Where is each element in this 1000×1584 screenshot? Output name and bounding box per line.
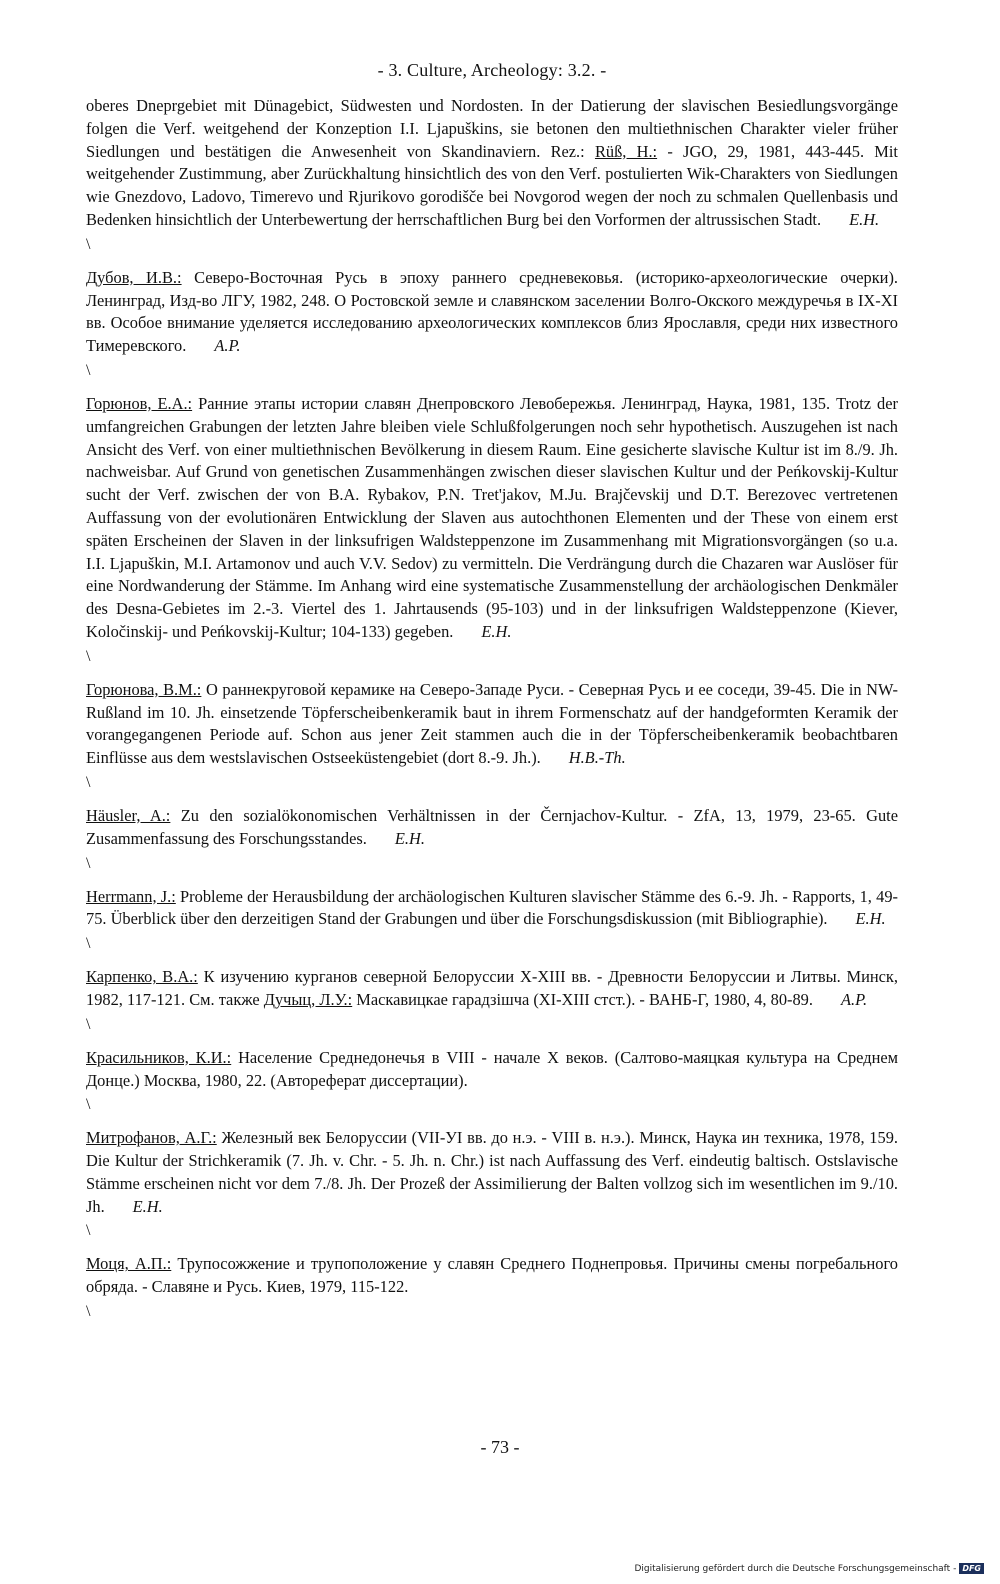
entry-separator: \ [86, 935, 91, 953]
bibliography-entry [86, 267, 898, 358]
bibliography-entries [86, 95, 898, 1322]
entry-separator: \ [86, 1222, 91, 1240]
bibliography-entry [86, 966, 898, 1012]
entry-text-continued: Маскавицкае гарадзішча (XI-XIII стст.). - ВАНБ-Г, 1980, 4, 80-89. [352, 989, 813, 1009]
bibliography-entry [86, 805, 898, 851]
footer-text: Digitalisierung gefördert durch die Deutsche Forschungsgemeinschaft - [634, 1563, 957, 1574]
bibliography-entry [86, 95, 898, 232]
entry-separator: \ [86, 647, 91, 665]
entry-separator: \ [86, 235, 91, 253]
bibliography-entry [86, 393, 898, 644]
entry-author: Häusler, A.: [86, 805, 171, 825]
bibliography-entry [86, 1127, 898, 1218]
entry-separator: \ [86, 1096, 91, 1114]
entry-text: Zu den sozialökonomischen Verhältnissen in der Černjachov-Kultur. - ZfA, 13, 1979, 23-65. Gute Zusammenfassung des Forschungsstandes. [86, 805, 898, 848]
entry-reference-author: Rüß, H.: [594, 141, 658, 161]
bibliography-entry [86, 1253, 898, 1299]
reviewer-initials: E.H. [481, 621, 512, 641]
entry-author: Горюнова, В.М.: [86, 679, 202, 699]
entry-author: Красильников, К.И.: [86, 1047, 232, 1067]
entry-separator: \ [86, 1015, 91, 1033]
page-number: - 73 - [480, 1437, 520, 1457]
bibliography-entry [86, 1047, 898, 1093]
entry-text: oberes Dneprgebiet mit Dünagebict, Südwesten und Nordosten. In der Datierung der slavischen Besiedlungsvorgänge folgen die Verf. weitgehend der Konzeption I.I. Ljapuškins, sie betonen den multiethnischen Charakter vieler früher Siedlungen und bestätigen die Anwesenheit von Skandinaviern. Rez.: [86, 96, 898, 161]
entry-text-continued: - JGO, 29, 1981, 443-445. Mit weitgehender Zustimmung, aber Zurückhaltung hinsichtlich des von den Verf. postulierten Wik-Charakters von Siedlungen wie Gnezdovo, Ladovo, Timerevo und Rjurikovo gorodišče bei Novgorod wegen der noch zu schmalen Quellenbasis und Bedenken hinsichtlich der Unterbewertung der herrschaftlichen Burg bei den Vorformen der altrussischen Stadt. [86, 141, 898, 229]
entry-text: Ранние этапы истории славян Днепровского Левобережья. Ленинград, Наука, 1981, 135. Trotz der umfangreichen Grabungen der letzten Jahre bleiben viele Schlußfolgerungen noch sehr hypothetisch. Auszugehen ist nach Ansicht des Verf. von einer multiethnischen Bevölkerung in diesem Raum. Eine gesicherte slavische Kultur ist im 8./9. Jh. nachweisbar. Auf Grund von genetischen Zusammenhängen zwischen dieser slavischen Kultur und der Peńkovskij-Kultur sucht der Verf. zwischen der von B.A. Rybakov, P.N. Tret'jakov, M.Ju. Brajčevskij und D.T. Berezovec vertretenen Auffassung von der evolutionären Entwicklung der Slaven aus autochthonen Elementen und der These von einem erst späten Erscheinen der Slaven in der linksufrigen Waldsteppenzone im Zusammenhang mit Migrationsvorgängen (so u.a. I.I. Ljapuškin, M.I. Artamonov und auch V.V. Sedov) zu vermitteln. Die Verdrängung durch die Chazaren war Auslöser für eine Nordwanderung der Stämme. Im Anhang wird eine systematische Zusammenstellung der archäologischen Denkmäler des Desna-Gebietes im 2.-3. Viertel des 1. Jahrtausends (95-103) und in der linksufrigen Waldsteppenzone (Kiever, Koločinskij- und Peńkovskij-Kultur; 104-133) gegeben. [86, 393, 898, 641]
digitization-footer [634, 1563, 984, 1574]
reviewer-initials: A.P. [840, 989, 868, 1009]
running-header: - 3. Culture, Archeology: 3.2. - [377, 60, 607, 80]
reviewer-initials: E.H. [849, 209, 880, 229]
entry-text: Железный век Белоруссии (VII-УI вв. до н.э. - VIII в. н.э.). Минск, Наука ин техника, 1978, 159. Die Kultur der Strichkeramik (7. Jh. v. Chr. - 5. Jh. n. Chr.) ist nach Auffassung des Verf. eindeutig baltisch. Ostslavische Stämme erscheinen nicht vor dem 7./8. Jh. Der Prozeß der Assimilierung der Balten vollzog sich im wesentlichen im 9./10. Jh. [86, 1128, 898, 1216]
reviewer-initials: E.H. [394, 828, 425, 848]
entry-author: Дубов, И.В.: [86, 267, 182, 287]
entry-author: Митрофанов, А.Г.: [86, 1128, 217, 1148]
reviewer-initials: A.P. [214, 336, 241, 356]
bibliography-entry [86, 886, 898, 932]
entry-reference-author: Дучыц, Л.У.: [263, 989, 353, 1009]
entry-author: Моця, А.П.: [86, 1254, 172, 1274]
entry-author: Herrmann, J.: [86, 886, 176, 906]
entry-text: О раннекруговой керамике на Северо-Западе Руси. - Северная Русь и ее соседи, 39-45. Die in NW-Rußland im 10. Jh. einsetzende Töpferscheibenkeramik baut in ihrem Formenschatz auf der handgeformten Keramik der vorangegangenen Periode auf. Schon aus jener Zeit stammen auch die in der Töpferscheibenkeramik beobachtbaren Einflüsse aus dem westslavischen Ostseeküstengebiet (dort 8.-9. Jh.). [86, 679, 898, 768]
entry-text: Северо-Восточная Русь в эпоху раннего средневековья. (историко-археологические очерки). Ленинград, Изд-во ЛГУ, 1982, 248. О Ростовской земле и славянском заселении Волго-Окского междуречья в IX-XI вв. Особое внимание уделяется исследованию археологических комплексов близ Ярославля, среди них известного Тимеревского. [86, 267, 898, 356]
reviewer-initials: E.H. [132, 1196, 163, 1216]
bibliography-entry [86, 679, 898, 770]
entry-text: К изучению курганов северной Белоруссии X-XIII вв. - Древности Белоруссии и Литвы. Минск, 1982, 117-121. См. также [86, 967, 898, 1009]
entry-text: Трупосожжение и трупоположение у славян Среднего Поднепровья. Причины смены погребального обряда. - Славяне и Русь. Киев, 1979, 115-122. [86, 1254, 898, 1297]
entry-author: Карпенко, В.А.: [86, 967, 198, 987]
page-content [86, 60, 898, 1334]
entry-separator: \ [86, 361, 91, 379]
entry-separator: \ [86, 854, 91, 872]
entry-author: Горюнов, Е.А.: [86, 393, 193, 413]
reviewer-initials: H.B.-Th. [568, 748, 626, 768]
entry-separator: \ [86, 1303, 91, 1321]
reviewer-initials: E.H. [855, 909, 886, 929]
dfg-logo: DFG [959, 1563, 984, 1574]
entry-separator: \ [86, 773, 91, 791]
entry-text: Население Среднедонечья в VIII - начале X веков. (Салтово-маяцкая культура на Среднем Донце.) Москва, 1980, 22. (Автореферат диссертации). [86, 1047, 898, 1090]
entry-text: Probleme der Herausbildung der archäologischen Kulturen slavischer Stämme des 6.-9. Jh. - Rapports, 1, 49-75. Überblick über den derzeitigen Stand der Grabungen und über die Forschungsdiskussion (mit Bibliographie). [86, 886, 898, 929]
